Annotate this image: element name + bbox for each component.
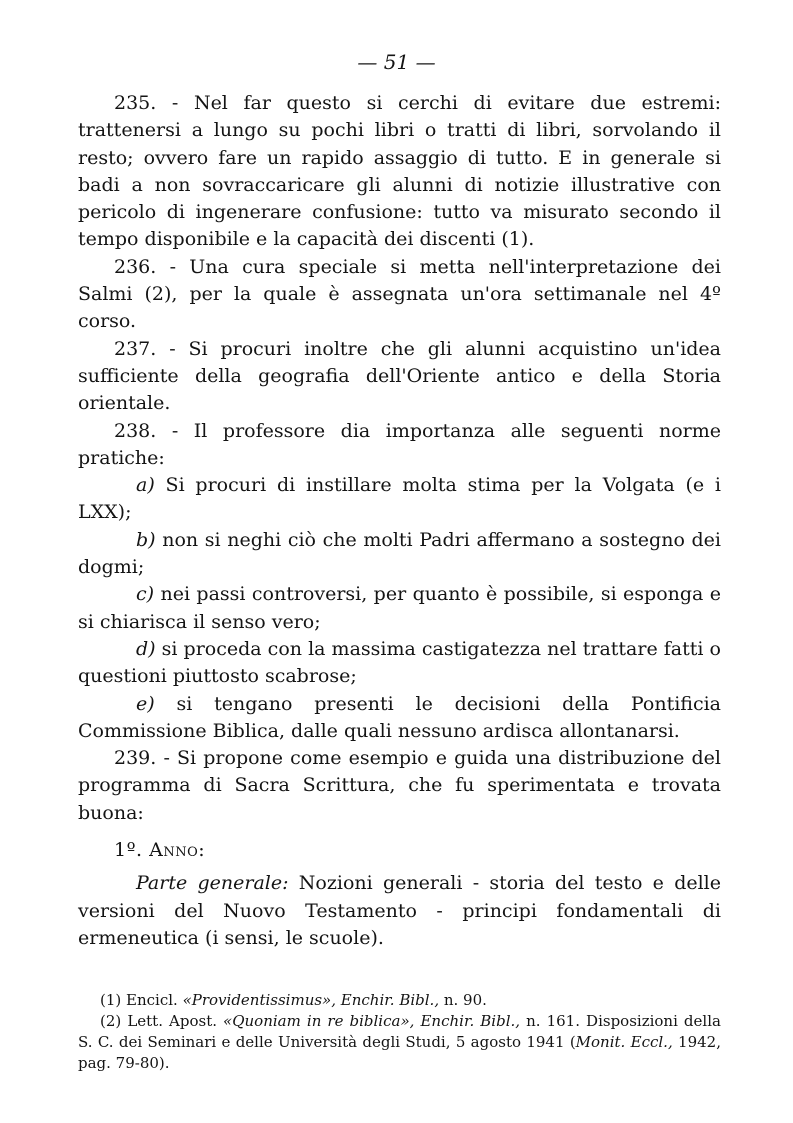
footnote-part: «Quoniam in re biblica», bbox=[223, 1012, 415, 1030]
paragraph-text: - Nel far questo si cerchi di evitare due estremi: trattenersi a lungo su pochi libri o tratti di libri, sorvolando il resto; ovvero fare un rapido assaggio di tutto. E in generale si badi a non sovraccaricare gli alunni di notizie illustrative con pericolo di ingenerare confusione: tutto va misurato secondo il tempo disponibile e la capacità dei discenti (1). bbox=[78, 92, 722, 251]
item-text: non si neghi ciò che molti Padri affermano a sostegno dei dogmi; bbox=[78, 528, 721, 579]
footnote-marker: (2) bbox=[100, 1012, 122, 1030]
body-text bbox=[78, 90, 721, 952]
item-label: b) bbox=[136, 528, 156, 551]
footnote-part: n. 161. Disposizioni della S. C. dei Seminari e delle Università degli Studi, 5 agosto 1941 ( bbox=[78, 1012, 721, 1051]
year-heading bbox=[78, 837, 721, 864]
item-text: si tengano presenti le decisioni della Pontificia Commissione Biblica, dalle quali nessuno ardisca allontanarsi. bbox=[78, 692, 721, 742]
general-part-label: Parte generale: bbox=[136, 872, 289, 895]
paragraph-text: - Il professore dia importanza alle seguenti norme pratiche: bbox=[78, 419, 721, 469]
paragraph-number: 236. bbox=[114, 255, 157, 278]
list-item-e bbox=[78, 691, 721, 746]
footnote-part: 1942, pag. 79-80). bbox=[78, 1033, 721, 1072]
footnote-part: Lett. Apost. bbox=[127, 1012, 224, 1030]
footnote-part: Enchir. Bibl., bbox=[340, 991, 440, 1009]
footnote-text bbox=[126, 991, 487, 1009]
paragraph-text: - Una cura speciale si metta nell'interpretazione dei Salmi (2), per la quale è assegnata un'ora settimanale nel 4º corso. bbox=[78, 255, 721, 333]
list-item-d bbox=[78, 636, 721, 691]
footnote-part: Monit. Eccl., bbox=[575, 1033, 673, 1051]
year-heading-text: 1º. Anno: bbox=[114, 839, 206, 862]
footnote-2 bbox=[78, 1011, 721, 1074]
item-label: d) bbox=[136, 637, 156, 660]
paragraph-238 bbox=[78, 418, 721, 473]
footnote-part: n. 90. bbox=[439, 991, 487, 1009]
item-label: a) bbox=[136, 474, 155, 497]
paragraph-239 bbox=[78, 745, 721, 827]
paragraph-text: - Si propone come esempio e guida una distribuzione del programma di Sacra Scrittura, che fu sperimentata e trovata buona: bbox=[78, 747, 721, 824]
paragraph-number: 237. bbox=[114, 337, 157, 360]
paragraph-235 bbox=[78, 90, 721, 254]
item-text: si proceda con la massima castigatezza nel trattare fatti o questioni piuttosto scabrose; bbox=[78, 637, 721, 688]
footnote-part: «Providentissimus», bbox=[182, 991, 337, 1009]
paragraph-236 bbox=[78, 254, 721, 336]
item-label: c) bbox=[136, 583, 155, 606]
paragraph-number: 235. bbox=[114, 92, 157, 114]
list-item-b bbox=[78, 527, 721, 582]
footnote-1 bbox=[78, 990, 721, 1011]
paragraph-text: - Si procuri inoltre che gli alunni acquistino un'idea sufficiente della geografia dell'Oriente antico e della Storia orientale. bbox=[78, 337, 722, 415]
item-label: e) bbox=[136, 692, 155, 715]
paragraph-number: 239. bbox=[114, 747, 157, 770]
item-text: Si procuri di instillare molta stima per la Volgata (e i LXX); bbox=[78, 474, 721, 524]
footnote-marker: (1) bbox=[100, 991, 122, 1009]
paragraph-number: 238. bbox=[114, 419, 157, 442]
list-item-c bbox=[78, 581, 721, 636]
page-number: — 51 — bbox=[357, 50, 436, 74]
footnotes bbox=[78, 990, 721, 1074]
paragraph-237 bbox=[78, 336, 721, 418]
footnote-text bbox=[78, 1012, 721, 1072]
footnote-part: Encicl. bbox=[126, 991, 183, 1009]
list-item-a bbox=[78, 472, 721, 527]
footnote-part: Enchir. Bibl., bbox=[420, 1012, 521, 1030]
general-part-text: Nozioni generali - storia del testo e delle versioni del Nuovo Testamento - principi fondamentali di ermeneutica (i sensi, le scuole). bbox=[78, 872, 721, 949]
general-part bbox=[78, 870, 721, 952]
item-text: nei passi controversi, per quanto è possibile, si esponga e si chiarisca il senso vero; bbox=[78, 583, 722, 633]
